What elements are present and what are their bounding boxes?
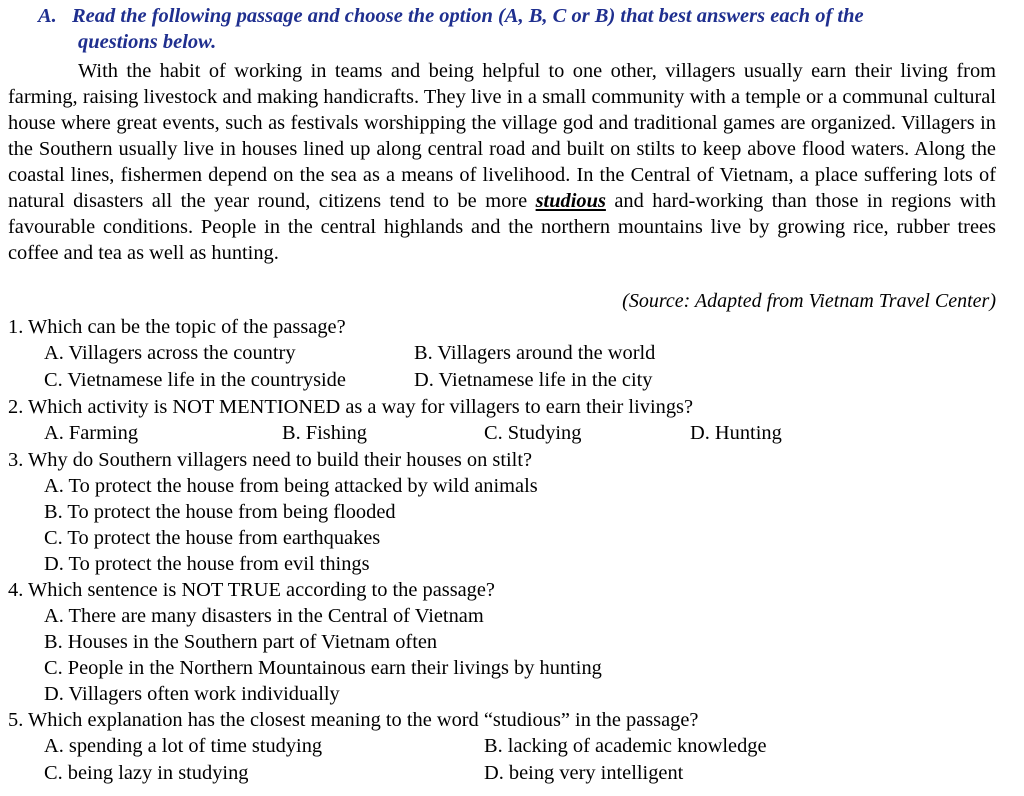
passage-key-word: studious [535,190,606,212]
q5-option-b: B. lacking of academic knowledge [484,735,767,757]
instruction-line-2: questions below. [78,31,217,53]
q3-option-a: A. To protect the house from being attacked by wild animals [44,475,538,497]
q5-option-a: A. spending a lot of time studying [44,735,323,757]
section-letter: A. [38,5,57,27]
passage-text-part-2: and hard-working than those in regions with favourable conditions. People in the central highlands and the northern mountains live by growing rice, rubber trees coffee and tea as well as hunting. [8,190,996,264]
q1-option-d: D. Vietnamese life in the city [414,369,653,391]
q2-option-a: A. Farming [44,422,139,444]
q5-option-c: C. being lazy in studying [44,762,249,784]
q3-option-d: D. To protect the house from evil things [44,553,370,575]
q3-option-b: B. To protect the house from being flooded [44,501,396,523]
question-4: 4. Which sentence is NOT TRUE according to the passage? [8,579,495,601]
passage-source: (Source: Adapted from Vietnam Travel Center) [622,290,996,312]
q2-option-c: C. Studying [484,422,582,444]
q1-option-c: C. Vietnamese life in the countryside [44,369,346,391]
instruction-line-1: Read the following passage and choose the option (A, B, C or B) that best answers each of the [72,5,864,27]
q2-option-b: B. Fishing [282,422,367,444]
passage-text-part-1: With the habit of working in teams and being helpful to one other, villagers usually earn their living from farming, raising livestock and making handicrafts. They live in a small community with a temple or a communal cultural house where great events, such as festivals worshipping the village god and traditional games are organized. Villagers in the Southern usually live in houses lined up along central road and built on stilts to keep above flood waters. Along the coastal lines, fishermen depend on the sea as a means of livelihood. In the Central of Vietnam, a place suffering lots of natural disasters all the year round, citizens tend to be more [8,60,996,212]
question-2: 2. Which activity is NOT MENTIONED as a way for villagers to earn their livings? [8,396,693,418]
q4-option-b: B. Houses in the Southern part of Vietnam often [44,631,438,653]
question-5: 5. Which explanation has the closest meaning to the word “studious” in the passage? [8,709,699,731]
q1-option-a: A. Villagers across the country [44,342,296,364]
reading-passage [8,58,996,266]
q4-option-d: D. Villagers often work individually [44,683,340,705]
question-3: 3. Why do Southern villagers need to build their houses on stilt? [8,449,533,471]
q4-option-a: A. There are many disasters in the Central of Vietnam [44,605,484,627]
q2-option-d: D. Hunting [690,422,782,444]
q5-option-d: D. being very intelligent [484,762,684,784]
q3-option-c: C. To protect the house from earthquakes [44,527,381,549]
section-instruction [8,4,998,29]
q1-option-b: B. Villagers around the world [414,342,656,364]
q4-option-c: C. People in the Northern Mountainous earn their livings by hunting [44,657,602,679]
question-1: 1. Which can be the topic of the passage? [8,316,346,338]
